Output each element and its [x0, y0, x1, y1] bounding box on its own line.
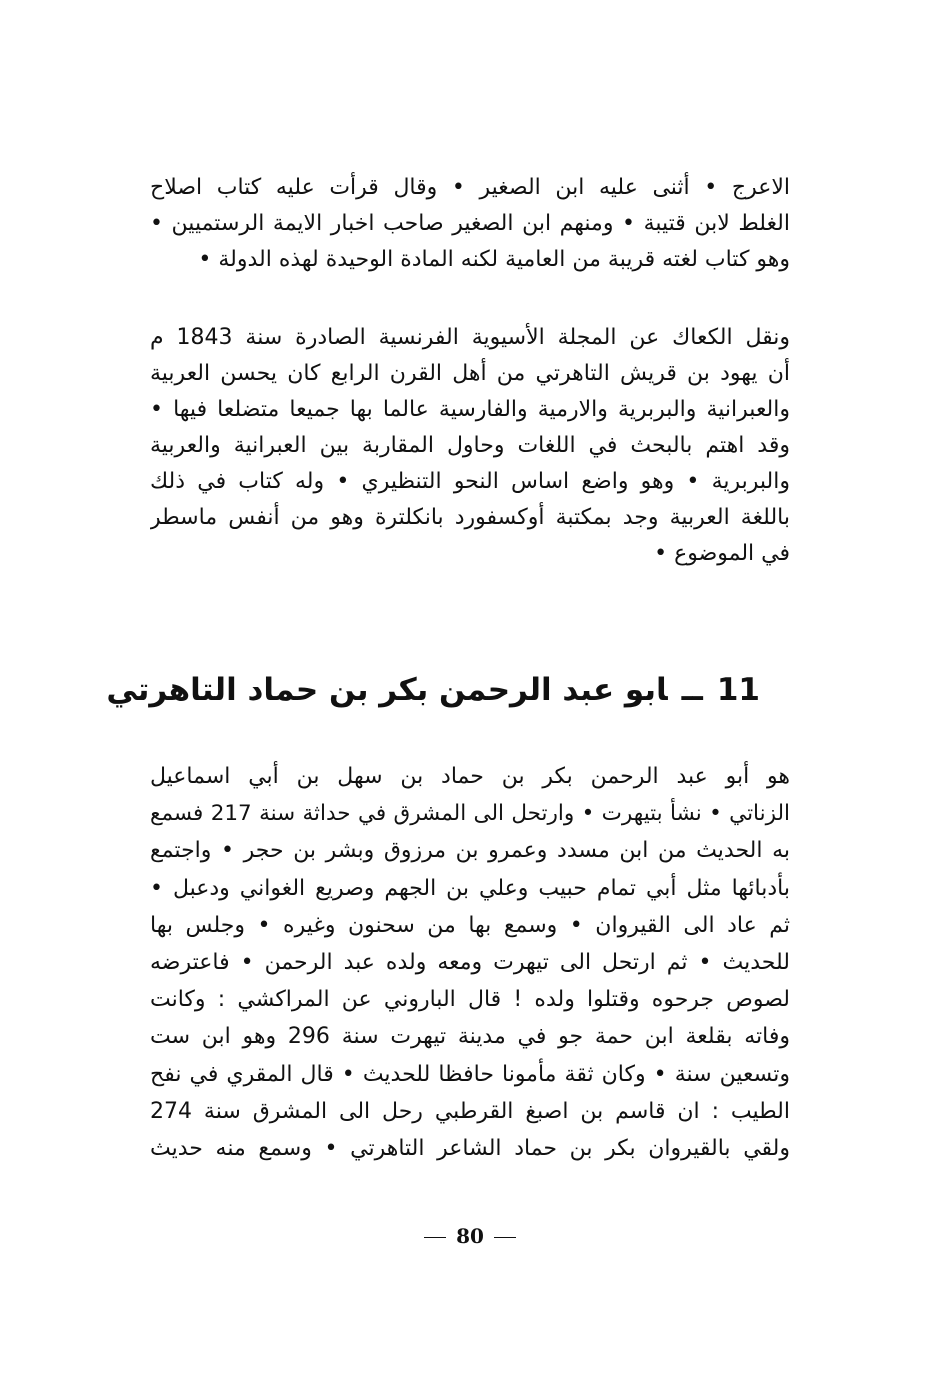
page-number-value: 80 [456, 1224, 484, 1248]
text-line: للحديث • ثم ارتحل الى تيهرت ومعه ولده عبد الرحمن • فاعترضه [150, 949, 790, 975]
text-line: وتسعين سنة • وكان ثقة مأمونا حافظا للحديث • قال المقري في نفح [150, 1061, 790, 1087]
section-number: 11 [716, 672, 760, 708]
text-line: ولقي بالقيروان بكر بن حماد الشاعر التاهرتي • وسمع منه حديث [150, 1135, 790, 1161]
text-line: هو أبو عبد الرحمن بكر بن حماد بن سهل بن أبي اسماعيل [150, 764, 790, 789]
text-line: وقد اهتم بالبحث في اللغات وحاول المقاربة بين العبرانية والعربية [150, 433, 790, 458]
text-line: لصوص جرحوه وقتلوا ولده ! قال الباروني عن المراكشي : وكانت [150, 987, 790, 1013]
section-title: ابو عبد الرحمن بكر بن حماد التاهرتي [106, 672, 668, 708]
text-line: الزناتي • نشأ بتيهرت • وارتحل الى المشرق في حداثة سنة 217 فسمع [150, 801, 790, 827]
text-line: أن يهود بن قريش التاهرتي من أهل القرن الرابع كان يحسن العربية [150, 361, 790, 386]
text-line: به الحديث من ابن مسدد وعمرو بن مرزوق وبشر بن حجر • واجتمع [150, 838, 790, 864]
left-rule [424, 1237, 446, 1238]
text-line: والبربرية • وهو واضع اساس النحو التنظيري • وله كتاب في ذلك [150, 469, 790, 494]
text-line: في الموضوع • [654, 541, 790, 566]
text-line: ونقل الكعاك عن المجلة الأسيوية الفرنسية الصادرة سنة 1843 م [150, 325, 790, 350]
text-line: الطيب : ان قاسم بن اصبغ القرطبي رحل الى المشرق سنة 274 [150, 1098, 790, 1124]
text-line: بأدبائها مثل أبي تمام حبيب وعلي بن الجهم وصريع الغواني ودعبل • [150, 875, 790, 901]
text-line: باللغة العربية وجد بمكتبة أوكسفورد بانكلترة وهو من أنفس ماسطر [150, 505, 790, 530]
paragraph-yahud-ibn-quraysh [150, 320, 790, 572]
text-line: ثم عاد الى القيروان • وسمع بها من سحنون وغيره • وجلس بها [150, 912, 790, 938]
text-line: والعبرانية والبربرية والارمية والفارسية عالما بها جميعا متضلعا فيها • [150, 397, 790, 422]
section-dash: ــ [681, 672, 703, 708]
text-line: الغلط لابن قتيبة • ومنهم ابن الصغير صاحب اخبار الايمة الرستميين • [150, 211, 790, 236]
paragraph-bakr-ibn-hammad [150, 758, 790, 1167]
page-number [0, 1218, 940, 1254]
text-line: وفاته بقلعة ابن حمة جو في مدينة تيهرت سنة 296 وهو ابن ست [150, 1024, 790, 1050]
text-line: الاعرج • أثنى عليه ابن الصغير • وقال قرأت عليه كتاب اصلاح [150, 175, 790, 200]
paragraph-ibn-al-saghir [150, 170, 790, 278]
text-line: وهو كتاب لغته قريبة من العامية لكنه المادة الوحيدة لهذه الدولة • [198, 247, 790, 272]
right-rule [494, 1237, 516, 1238]
section-heading [106, 664, 760, 716]
